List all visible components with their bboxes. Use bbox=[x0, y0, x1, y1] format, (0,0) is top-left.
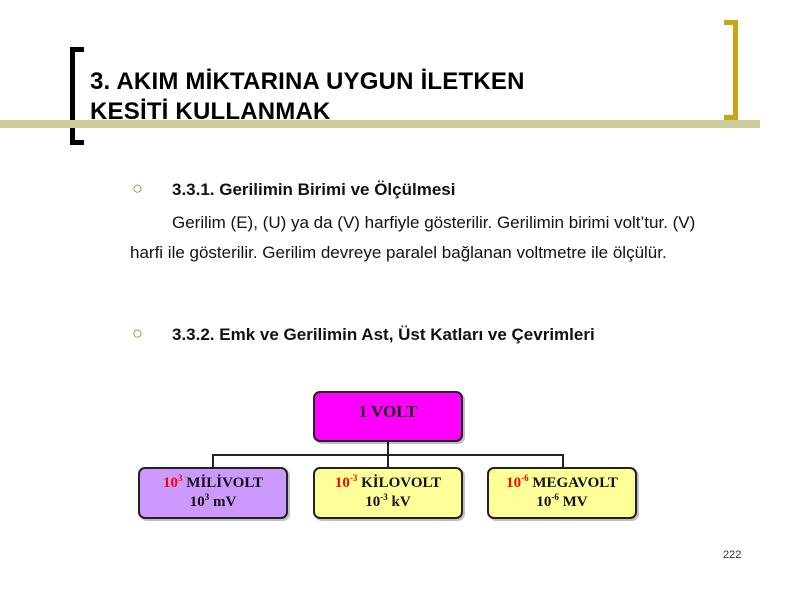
node-name: KİLOVOLT bbox=[361, 475, 442, 491]
unit-symbol: kV bbox=[391, 494, 411, 510]
node-megavolt-unit bbox=[489, 493, 635, 512]
bullet-icon: ○ bbox=[132, 178, 143, 198]
prefix-exponent: 3 bbox=[178, 473, 183, 483]
prefix-base: 10 bbox=[334, 475, 350, 491]
prefix-base: 10 bbox=[506, 475, 522, 491]
unit-symbol: MV bbox=[562, 494, 588, 510]
section-heading-1: 3.3.1. Gerilimin Birimi ve Ölçülmesi bbox=[172, 180, 456, 199]
prefix-exponent: -3 bbox=[349, 473, 358, 483]
node-milivolt-unit bbox=[140, 493, 286, 512]
node-name: MİLİVOLT bbox=[186, 475, 263, 491]
node-kilovolt-title bbox=[315, 474, 461, 493]
node-name: MEGAVOLT bbox=[532, 475, 618, 491]
section-paragraph-1: Gerilim (E), (U) ya da (V) harfiyle gösterilir. Gerilimin birimi volt’tur. (V) harfi ile gösterilir. Gerilim devreye paralel bağlanan voltmetre ile ölçülür. bbox=[130, 213, 696, 262]
slide-title-line-1: 3. AKIM MİKTARINA UYGUN İLETKEN bbox=[90, 68, 525, 95]
connector-right-down bbox=[562, 454, 564, 467]
bullet-icon: ○ bbox=[132, 323, 143, 343]
unit-symbol: mV bbox=[212, 494, 237, 510]
connector-middle-down bbox=[387, 454, 389, 467]
node-megavolt-title bbox=[489, 474, 635, 493]
unit-base: 10 bbox=[365, 494, 381, 510]
slide-title-line-2: KESİTİ KULLANMAK bbox=[90, 98, 331, 125]
connector-left-down bbox=[212, 454, 214, 467]
node-milivolt-title bbox=[140, 474, 286, 493]
section-heading-2: 3.3.2. Emk ve Gerilimin Ast, Üst Katları ve Çevrimleri bbox=[172, 325, 595, 344]
unit-exponent: -3 bbox=[380, 492, 388, 502]
node-milivolt bbox=[138, 467, 288, 519]
prefix-exponent: -6 bbox=[521, 473, 529, 483]
node-kilovolt bbox=[313, 467, 463, 519]
node-megavolt bbox=[487, 467, 637, 519]
node-kilovolt-unit bbox=[315, 493, 461, 512]
root-node-label: 1 VOLT bbox=[358, 402, 418, 421]
unit-base: 10 bbox=[189, 494, 205, 510]
page-number: 222 bbox=[723, 549, 742, 561]
unit-exponent: 3 bbox=[204, 492, 210, 502]
unit-exponent: -6 bbox=[551, 492, 559, 502]
root-node-1-volt bbox=[313, 391, 463, 442]
unit-base: 10 bbox=[536, 494, 552, 510]
prefix-base: 10 bbox=[163, 475, 179, 491]
